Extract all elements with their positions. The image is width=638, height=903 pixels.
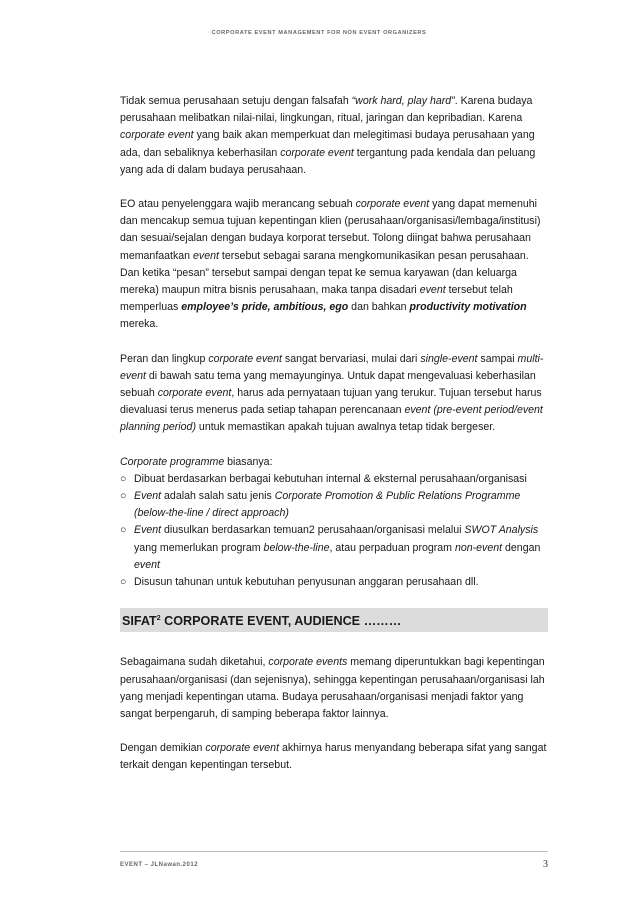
text-span: sangat bervariasi, mulai dari (281, 352, 421, 365)
list-item (120, 522, 548, 574)
text-span: Sebagaimana sudah diketahui, (120, 656, 269, 669)
heading-text: SIFAT (122, 614, 157, 629)
text-span: , harus ada pernyataan tujuan yang terukur. Tujuan tersebut harus dievaluasi terus menerus pada setiap tahapan perencanaan (120, 387, 542, 417)
text-span: sampai (477, 352, 518, 365)
text-span: . Karena budaya perusahaan melibatkan nilai-nilai, lingkungan, ritual, jaringan dan kepribadian. Karena (120, 95, 533, 125)
text-emphasis: corporate events (268, 656, 348, 669)
text-span: Dengan demikian (120, 742, 206, 755)
heading-superscript: 2 (156, 615, 161, 623)
text-span: akhirnya harus menyandang beberapa sifat yang sangat terkait dengan kepentingan tersebut. (120, 742, 547, 772)
text-span: mereka. (120, 318, 159, 331)
text-span: adalah salah satu jenis (161, 490, 275, 503)
footer-divider (120, 851, 548, 852)
text-emphasis: Event (134, 490, 162, 503)
paragraph-conclusion (120, 740, 548, 774)
paragraph-eo-obligation (120, 196, 548, 334)
text-span: tersebut sebagai sarana mengkomunikasikan pesan perusahaan. Dan ketika “pesan” tersebut sampai dengan tepat ke semua karyawan (dan keluarga mereka) maupun mitra bisnis perusahaan, maka tanpa disadari (120, 249, 529, 297)
text-strong-emphasis: productivity motivation (409, 301, 527, 314)
list-item (120, 471, 548, 488)
text-strong-emphasis: employee’s pride, ambitious, ego (181, 301, 349, 314)
text-span: EO atau penyelenggara wajib merancang sebuah (120, 198, 356, 211)
text-emphasis: corporate event (120, 129, 194, 142)
text-emphasis: corporate event (157, 387, 232, 400)
text-span: Dibuat berdasarkan berbagai kebutuhan internal & eksternal perusahaan/organisasi (134, 472, 527, 485)
text-emphasis: corporate event (280, 146, 354, 159)
text-span: yang dapat memenuhi dan mencakup semua tujuan kepentingan klien (perusahaan/organisasi/lembaga/institusi) dan sesuai/sejalan dengan budaya korporat tersebut. Tolong diingat bahwa perusahaan memanfaatkan (120, 198, 541, 262)
page-number: 3 (543, 859, 548, 870)
text-emphasis: event (193, 249, 219, 262)
circle-bullet-icon: ○ (120, 490, 127, 503)
text-emphasis: event (134, 558, 160, 571)
text-span: untuk memastikan apakah tujuan awalnya tetap tidak bergeser. (195, 421, 496, 434)
list-item (120, 488, 548, 522)
circle-bullet-icon: ○ (120, 524, 127, 537)
footer-credit: EVENT – JLNawan.2012 (120, 862, 199, 868)
text-emphasis: SWOT Analysis (464, 524, 539, 537)
text-emphasis: single-event (420, 352, 478, 365)
corporate-programme-list (120, 471, 548, 591)
text-span: yang baik akan memperkuat dan melegitimasi budaya perusahaan yang ada, dan sebaliknya keberhasilan (120, 129, 535, 159)
text-span: di bawah satu tema yang memayunginya. Untuk dapat mengevaluasi keberhasilan sebuah (120, 369, 536, 400)
text-emphasis: Corporate programme (120, 455, 225, 468)
paragraph-culture (120, 93, 548, 179)
circle-bullet-icon: ○ (120, 576, 127, 589)
paragraph-role-scope (120, 351, 548, 437)
text-span: diusulkan berdasarkan temuan2 perusahaan/organisasi melalui (161, 524, 465, 537)
text-emphasis: event (pre-event period/event planning period) (120, 404, 543, 434)
text-emphasis: non-event (454, 541, 503, 554)
text-span: memang diperuntukkan bagi kepentingan perusahaan/organisasi (dan sejenisnya), sehingga kepentingan perusahaan/organisasi lah yang menjadi kepentingan utama. Budaya perusahaan/organisasi menjadi faktor yang sangat berpengaruh, di samping beberapa faktor lainnya. (120, 656, 545, 721)
text-span: Peran dan lingkup (120, 352, 209, 365)
section-heading (120, 608, 548, 632)
text-span: Disusun tahunan untuk kebutuhan penyusunan anggaran perusahaan dll. (134, 576, 479, 589)
text-emphasis: Event (134, 524, 162, 537)
paragraph-known (120, 654, 548, 723)
text-emphasis: event (419, 284, 446, 297)
text-emphasis: corporate event (205, 742, 280, 755)
list-item (120, 574, 548, 591)
text-emphasis: corporate event (208, 352, 282, 365)
page-body (120, 93, 548, 792)
text-span: dengan (502, 541, 541, 554)
text-emphasis: multi-event (120, 352, 544, 382)
text-emphasis: below-the-line (263, 541, 330, 554)
text-span: tersebut telah memperluas (120, 284, 513, 314)
list-intro (120, 454, 548, 471)
running-header: CORPORATE EVENT MANAGEMENT FOR NON EVENT ORGANIZERS (211, 30, 427, 36)
heading-text: CORPORATE EVENT, AUDIENCE ……… (160, 614, 402, 629)
text-span: yang memerlukan program (134, 541, 264, 554)
text-span: biasanya: (224, 455, 273, 468)
text-emphasis: Corporate Promotion & Public Relations Programme (below-the-line / direct approach) (134, 490, 521, 520)
text-span: dan bahkan (348, 301, 410, 314)
text-span: , atau perpaduan program (329, 541, 455, 554)
text-span: Tidak semua perusahaan setuju dengan falsafah (120, 95, 352, 107)
text-span: tergantung pada kendala dan peluang yang ada di dalam budaya perusahaan. (120, 146, 536, 176)
text-emphasis: “work hard, play hard” (351, 95, 455, 107)
text-emphasis: corporate event (355, 198, 430, 211)
circle-bullet-icon: ○ (120, 472, 127, 485)
